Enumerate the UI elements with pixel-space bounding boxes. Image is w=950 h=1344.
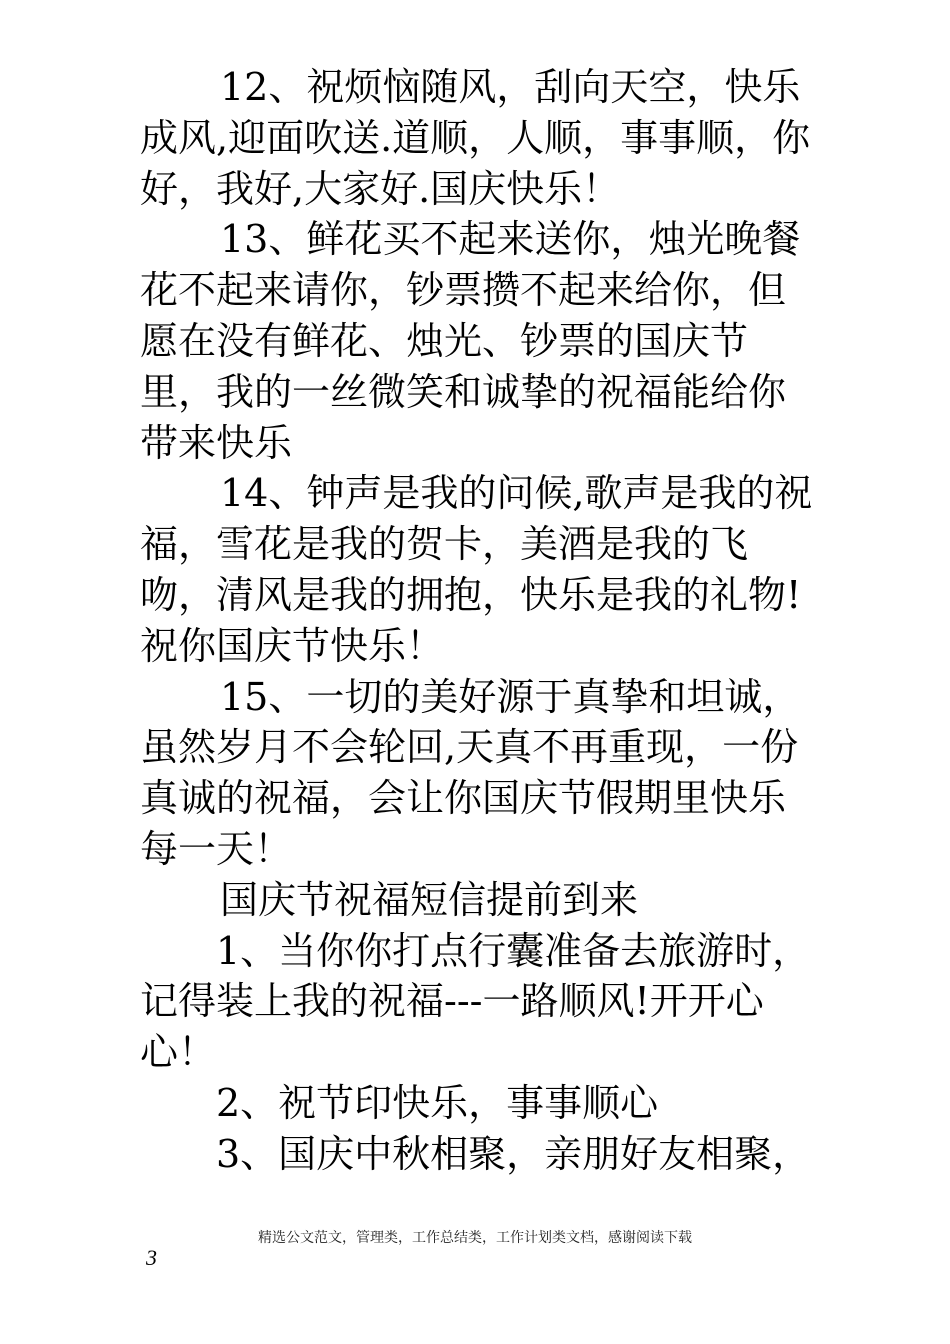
paragraph-wish-13: 13、鲜花买不起来送你，烛光晚餐花不起来请你，钞票攒不起来给你，但愿在没有鲜花、烛光、钞票的国庆节里，我的一丝微笑和诚挚的祝福能给你带来快乐 bbox=[140, 217, 801, 465]
page-footer: 精选公文范文，管理类，工作总结类，工作计划类文档，感谢阅读下载 bbox=[258, 1230, 692, 1246]
paragraph-wish-12: 12、祝烦恼随风，刮向天空，快乐成风,迎面吹送.道顺，人顺，事事顺，你好，我好,大家好.国庆快乐！ bbox=[140, 65, 811, 211]
paragraph-wish-14: 14、钟声是我的问候,歌声是我的祝福，雪花是我的贺卡，美酒是我的飞吻，清风是我的拥抱，快乐是我的礼物!祝你国庆节快乐！ bbox=[140, 471, 813, 668]
page-number: 3 bbox=[146, 1245, 157, 1270]
section-heading: 国庆节祝福短信提前到来 bbox=[220, 877, 639, 922]
paragraph-wish-15: 15、一切的美好源于真挚和坦诚，虽然岁月不会轮回,天真不再重现，一份真诚的祝福，会让你国庆节假期里快乐每一天！ bbox=[140, 674, 801, 871]
paragraph-item-3: 3、国庆中秋相聚，亲朋好友相聚， bbox=[216, 1131, 811, 1176]
body-text bbox=[140, 62, 820, 1180]
paragraph-item-2: 2、祝节印快乐，事事顺心 bbox=[216, 1080, 659, 1125]
paragraph-item-1: 1、当你你打点行囊准备去旅游时，记得装上我的祝福---一路顺风!开开心心！ bbox=[140, 928, 811, 1075]
